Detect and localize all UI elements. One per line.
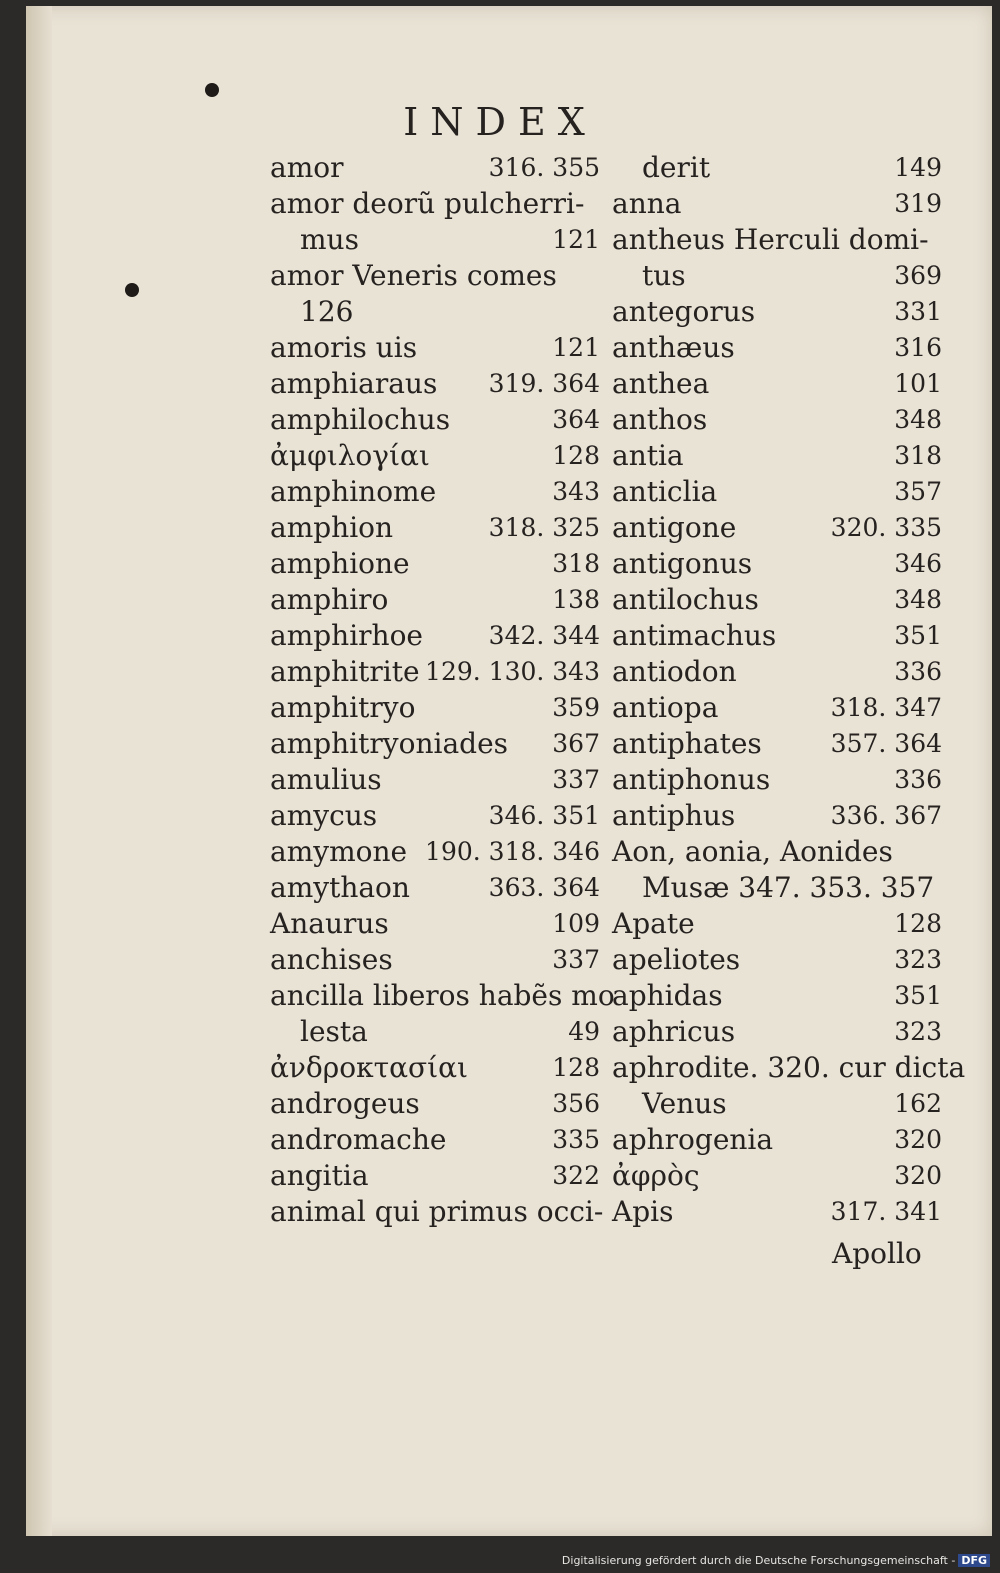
entry-pages: 162 <box>894 1089 942 1118</box>
entry-term: Apate <box>612 907 695 940</box>
entry-pages: 138 <box>552 585 600 614</box>
dfg-logo: DFG <box>958 1554 990 1567</box>
entry-pages: 316. 355 <box>488 153 600 182</box>
entry-pages: 346. 351 <box>488 801 600 830</box>
entry-term: ἀνδροκτασίαι <box>270 1051 468 1084</box>
entry-pages: 318 <box>894 441 942 470</box>
entry-term: Apis <box>612 1195 674 1228</box>
entry-term: ἀμφιλογίαι <box>270 439 430 472</box>
entry-pages: 343 <box>552 477 600 506</box>
entry-pages: 364 <box>552 405 600 434</box>
index-entry <box>270 762 600 798</box>
entry-term: amythaon <box>270 871 410 904</box>
entry-pages: 336. 367 <box>830 801 942 830</box>
entry-term: ἀφρὸς <box>612 1159 700 1192</box>
entry-pages: 348 <box>894 585 942 614</box>
index-entry <box>270 258 600 294</box>
index-entry <box>270 474 600 510</box>
entry-term: androgeus <box>270 1087 420 1120</box>
entry-pages: 348 <box>894 405 942 434</box>
entry-pages: 319. 364 <box>488 369 600 398</box>
index-entry <box>270 1158 600 1194</box>
index-entry <box>612 330 942 366</box>
entry-term: Venus <box>642 1087 727 1120</box>
catchword: Apollo <box>832 1237 922 1270</box>
entry-term: anna <box>612 187 682 220</box>
entry-term: anchises <box>270 943 393 976</box>
entry-term: tus <box>642 259 686 292</box>
punch-hole-middle <box>125 283 139 297</box>
index-entry <box>270 222 600 258</box>
index-entry <box>612 510 942 546</box>
entry-term: amor Veneris comes <box>270 259 557 292</box>
entry-term: antia <box>612 439 684 472</box>
entry-term: antiodon <box>612 655 737 688</box>
index-entry <box>612 546 942 582</box>
index-column-left <box>270 150 615 1230</box>
entry-term: angitia <box>270 1159 369 1192</box>
entry-term: antigonus <box>612 547 753 580</box>
entry-term: antheus Herculi domi- <box>612 223 929 256</box>
index-entry <box>612 1086 942 1122</box>
entry-pages: 323 <box>894 1017 942 1046</box>
entry-term: ancilla liberos habẽs mo <box>270 979 615 1012</box>
entry-pages: 369 <box>894 261 942 290</box>
entry-pages: 337 <box>552 765 600 794</box>
entry-pages: 320 <box>894 1161 942 1190</box>
entry-term: Aon, aonia, Aonides <box>612 835 893 868</box>
index-entry <box>270 654 600 690</box>
digitization-footer <box>0 1554 990 1567</box>
entry-pages: 149 <box>894 153 942 182</box>
index-entry <box>612 438 942 474</box>
index-entry <box>270 438 600 474</box>
entry-term: amphirhoe <box>270 619 424 652</box>
entry-term: apeliotes <box>612 943 741 976</box>
index-entry <box>270 1050 600 1086</box>
entry-pages: 331 <box>894 297 942 326</box>
entry-pages: 323 <box>894 945 942 974</box>
entry-term: lesta <box>300 1015 368 1048</box>
index-entry <box>612 690 942 726</box>
entry-pages: 336 <box>894 657 942 686</box>
entry-term: amphitrite <box>270 655 420 688</box>
entry-term: Musæ 347. 353. 357 <box>642 871 935 904</box>
index-entry <box>270 870 600 906</box>
index-entry <box>270 798 600 834</box>
entry-pages: 322 <box>552 1161 600 1190</box>
index-entry <box>612 366 942 402</box>
entry-pages: 101 <box>894 369 942 398</box>
entry-term: Anaurus <box>270 907 389 940</box>
index-entry <box>612 762 942 798</box>
index-entry <box>270 582 600 618</box>
index-entry <box>612 294 942 330</box>
entry-term: aphrogenia <box>612 1123 774 1156</box>
index-entry <box>612 474 942 510</box>
entry-term: antiphus <box>612 799 736 832</box>
entry-pages: 337 <box>552 945 600 974</box>
index-entry <box>612 582 942 618</box>
entry-pages: 318. 347 <box>830 693 942 722</box>
index-entry <box>612 1014 942 1050</box>
index-entry <box>270 942 600 978</box>
entry-pages: 336 <box>894 765 942 794</box>
entry-term: amphitryoniades <box>270 727 509 760</box>
entry-term: antimachus <box>612 619 777 652</box>
entry-term: amphione <box>270 547 410 580</box>
entry-pages: 316 <box>894 333 942 362</box>
entry-term: amycus <box>270 799 378 832</box>
entry-pages: 190. 318. 346 <box>425 837 600 866</box>
entry-term: anthos <box>612 403 708 436</box>
index-entry <box>612 798 942 834</box>
entry-term: antiphates <box>612 727 762 760</box>
index-entry <box>612 186 942 222</box>
entry-term: aphrodite. 320. cur dicta <box>612 1051 966 1084</box>
index-entry <box>270 726 600 762</box>
entry-pages: 128 <box>894 909 942 938</box>
entry-term: aphricus <box>612 1015 736 1048</box>
entry-pages: 49 <box>568 1017 600 1046</box>
index-entry <box>612 726 942 762</box>
entry-term: amphinome <box>270 475 437 508</box>
entry-pages: 346 <box>894 549 942 578</box>
index-entry <box>270 366 600 402</box>
entry-term: amphiro <box>270 583 389 616</box>
index-column-right <box>612 150 966 1230</box>
entry-term: animal qui primus occi- <box>270 1195 604 1228</box>
index-entry <box>612 618 942 654</box>
index-entry <box>270 294 600 330</box>
index-entry <box>270 330 600 366</box>
index-entry <box>270 1086 600 1122</box>
index-entry <box>270 978 615 1014</box>
entry-term: amphiaraus <box>270 367 438 400</box>
entry-term: derit <box>642 151 711 184</box>
index-entry <box>270 402 600 438</box>
page-title: INDEX <box>403 100 597 144</box>
index-entry <box>612 150 942 186</box>
entry-pages: 318 <box>552 549 600 578</box>
entry-pages: 128 <box>552 1053 600 1082</box>
index-entry <box>612 978 942 1014</box>
index-entry <box>270 186 600 222</box>
index-entry <box>270 546 600 582</box>
index-entry <box>612 402 942 438</box>
index-entry <box>612 942 942 978</box>
entry-pages: 128 <box>552 441 600 470</box>
index-entry <box>270 690 600 726</box>
entry-term: amulius <box>270 763 382 796</box>
index-entry <box>612 834 942 870</box>
footer-text: Digitalisierung gefördert durch die Deutsche Forschungsgemeinschaft - <box>561 1554 956 1567</box>
entry-term: anthæus <box>612 331 735 364</box>
entry-pages: 121 <box>552 333 600 362</box>
entry-pages: 335 <box>552 1125 600 1154</box>
entry-term: amymone <box>270 835 408 868</box>
index-entry <box>270 1014 600 1050</box>
index-entry <box>612 1050 966 1086</box>
index-entry <box>270 510 600 546</box>
entry-pages: 109 <box>552 909 600 938</box>
entry-pages: 320 <box>894 1125 942 1154</box>
index-entry <box>612 906 942 942</box>
entry-term: antigone <box>612 511 737 544</box>
index-entry <box>612 258 942 294</box>
entry-pages: 357. 364 <box>830 729 942 758</box>
entry-term: amphitryo <box>270 691 416 724</box>
entry-term: anticlia <box>612 475 718 508</box>
index-entry <box>270 834 600 870</box>
entry-pages: 363. 364 <box>488 873 600 902</box>
index-entry <box>612 222 942 258</box>
index-entry <box>270 1122 600 1158</box>
entry-pages: 367 <box>552 729 600 758</box>
entry-pages: 351 <box>894 621 942 650</box>
entry-term: antegorus <box>612 295 756 328</box>
entry-pages: 318. 325 <box>488 513 600 542</box>
index-entry <box>612 870 942 906</box>
index-entry <box>612 1122 942 1158</box>
entry-term: 126 <box>300 295 354 328</box>
entry-term: anthea <box>612 367 710 400</box>
index-entry <box>612 1158 942 1194</box>
entry-pages: 357 <box>894 477 942 506</box>
entry-term: aphidas <box>612 979 723 1012</box>
entry-term: antilochus <box>612 583 759 616</box>
index-entry <box>270 1194 604 1230</box>
punch-hole-top <box>205 83 219 97</box>
entry-term: mus <box>300 223 359 256</box>
entry-term: amphilochus <box>270 403 451 436</box>
entry-term: amoris uis <box>270 331 418 364</box>
entry-pages: 359 <box>552 693 600 722</box>
entry-pages: 356 <box>552 1089 600 1118</box>
entry-pages: 342. 344 <box>488 621 600 650</box>
entry-pages: 317. 341 <box>830 1197 942 1226</box>
page-edge <box>26 6 52 1536</box>
index-entry <box>612 1194 942 1230</box>
entry-pages: 320. 335 <box>830 513 942 542</box>
index-entry <box>270 906 600 942</box>
entry-term: antiopa <box>612 691 719 724</box>
entry-term: amor <box>270 151 344 184</box>
entry-term: amor deorũ pulcherri- <box>270 187 585 220</box>
index-entry <box>270 150 600 186</box>
entry-pages: 351 <box>894 981 942 1010</box>
entry-term: andromache <box>270 1123 447 1156</box>
entry-pages: 121 <box>552 225 600 254</box>
entry-pages: 129. 130. 343 <box>425 657 600 686</box>
index-entry <box>612 654 942 690</box>
entry-term: amphion <box>270 511 394 544</box>
entry-pages: 319 <box>894 189 942 218</box>
entry-term: antiphonus <box>612 763 771 796</box>
index-entry <box>270 618 600 654</box>
